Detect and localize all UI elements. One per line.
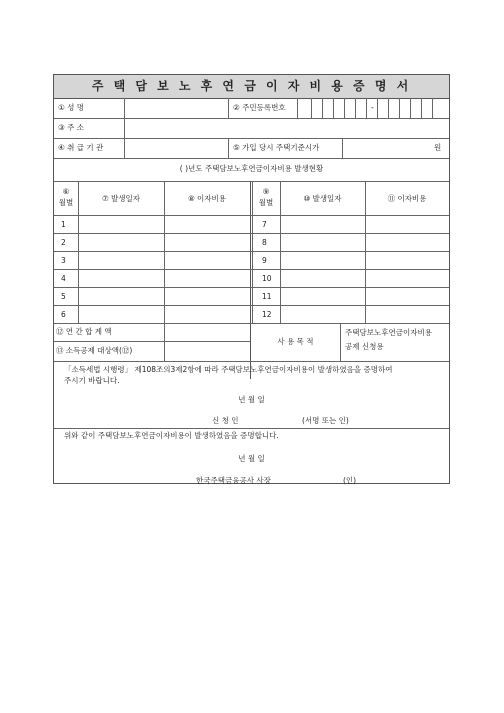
applicant-name-field[interactable] (259, 413, 301, 427)
purpose-label: 사 용 목 적 (277, 337, 314, 346)
annual-total-field[interactable] (165, 324, 249, 341)
left-interest-header: ⑧ 이자비용 (187, 194, 227, 203)
deduction-target-field[interactable] (165, 342, 249, 360)
purpose-value-line1: 주택담보노후연금이자비용 (345, 328, 432, 337)
month-cell: 5 (61, 292, 66, 301)
certification-text: 위와 같이 주택담보노후연금이자비용이 발생하였음을 증명합니다. (64, 431, 279, 440)
name-field[interactable] (125, 99, 228, 117)
section-heading: ( )년도 주택담보노후연금이자비용 발생현황 (179, 164, 324, 173)
request-text-line1: 「소득세법 시행령」 제108조의3제2항에 따라 주택담보노후연금이자비용이 발생하였음을 증명하여 (64, 365, 393, 374)
right-month-header-num: ⑨ (262, 187, 270, 196)
annual-total-label: ⑫ 연 간 합 계 액 (56, 327, 112, 336)
request-date: 년 월 일 (238, 395, 265, 404)
form-title: 주 택 담 보 노 후 연 금 이 자 비 용 증 명 서 (54, 75, 449, 99)
certification-date: 년 월 일 (238, 454, 265, 463)
month-cell: 8 (262, 238, 267, 247)
request-text-line2: 주시기 바랍니다. (64, 376, 120, 385)
issuer-label: 한국주택금융공사 사장 (196, 476, 271, 485)
applicant-label: 신 청 인 (212, 416, 239, 425)
right-date-header: ⑩ 발생일자 (303, 194, 342, 203)
month-cell: 12 (262, 310, 272, 319)
left-month-header: 월별 (58, 198, 74, 207)
rrn-dash: - (371, 103, 374, 112)
house-price-label: ⑤ 가입 당시 주택기준시가 (233, 143, 320, 152)
month-cell: 11 (262, 292, 272, 301)
month-cell: 7 (262, 220, 267, 229)
month-cell: 10 (262, 274, 272, 283)
address-field[interactable] (125, 119, 448, 137)
month-cell: 3 (61, 256, 66, 265)
month-cell: 9 (262, 256, 267, 265)
month-cell: 6 (61, 310, 66, 319)
right-interest-header: ⑪ 이자비용 (387, 194, 427, 203)
left-month-header-num: ⑥ (62, 187, 70, 196)
month-cell: 4 (61, 274, 66, 283)
purpose-value-line2: 공제 신청용 (345, 342, 384, 351)
deduction-target-label: ⑬ 소득공제 대상액(⑫) (56, 346, 133, 355)
institution-field[interactable] (125, 139, 228, 157)
certificate-form (53, 74, 450, 484)
house-price-field[interactable] (343, 139, 448, 157)
seal-label: (인) (343, 476, 357, 485)
signature-label: (서명 또는 인) (302, 416, 349, 425)
left-date-header: ⑦ 발생일자 (101, 194, 141, 203)
address-label: ③ 주 소 (58, 123, 84, 132)
won-unit: 원 (434, 143, 442, 152)
right-month-header: 월별 (258, 198, 274, 207)
rrn-label: ② 주민등록번호 (233, 103, 286, 112)
institution-label: ④ 취 급 기 관 (58, 143, 104, 152)
month-cell: 1 (61, 220, 66, 229)
name-label: ① 성 명 (58, 103, 84, 112)
month-cell: 2 (61, 238, 66, 247)
